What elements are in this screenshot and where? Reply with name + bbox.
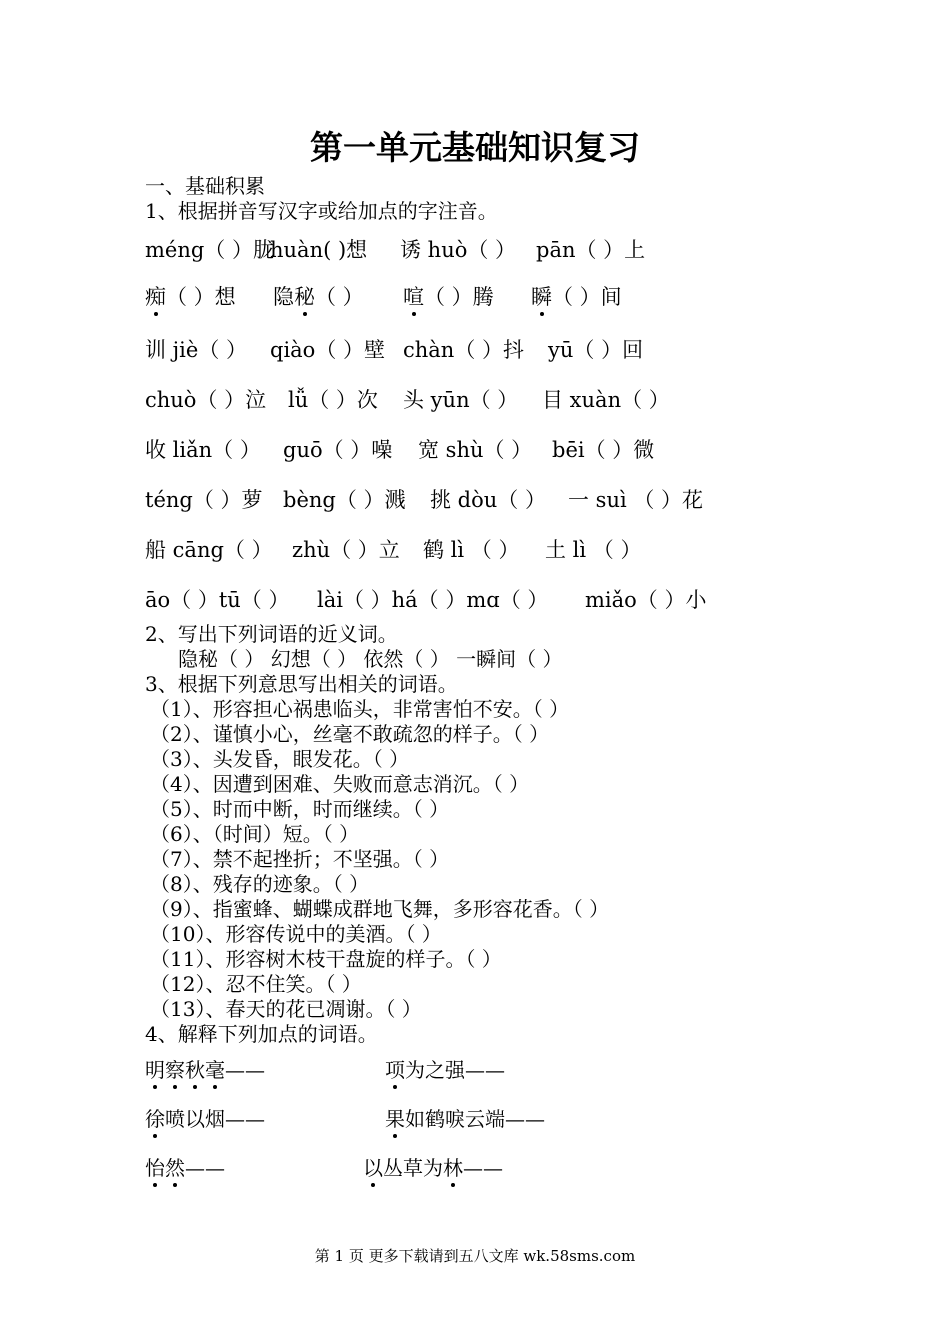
pinyin-row: 痴（ ）想 隐秘（ ） 喧（ ）腾 瞬（ ）间 [145, 285, 622, 309]
definition-item: （1）、形容担心祸患临头，非常害怕不安。（ ） [150, 697, 570, 721]
pinyin-item: méng（ ）胧 [145, 238, 274, 262]
pinyin-item: 收 liǎn（ ） [145, 438, 261, 462]
page-title: 第一单元基础知识复习 [310, 128, 640, 167]
pinyin-row [145, 336, 643, 364]
pinyin-item: guō（ ）噪 [283, 438, 393, 462]
vocab-item: 果如鹤唳云端—— [385, 1107, 545, 1131]
pinyin-row [145, 436, 654, 464]
pinyin-row [145, 486, 703, 514]
vocab-item: 项为之强—— [385, 1058, 505, 1082]
dotted-char: 明 [145, 1058, 165, 1082]
definition-item: （12）、忍不住笑。（ ） [150, 972, 362, 996]
dotted-char: 怡 [145, 1156, 165, 1180]
pinyin-item: zhù（ ）立 [292, 538, 400, 562]
pinyin-item: chàn（ ）抖 [403, 338, 525, 362]
question-4-heading: 4、解释下列加点的词语。 [145, 1022, 378, 1046]
dotted-char: 察 [165, 1058, 185, 1082]
definition-item: （13）、春天的花已凋谢。（ ） [150, 997, 422, 1021]
definition-item: （7）、禁不起挫折；不坚强。（ ） [150, 847, 450, 871]
pinyin-item: téng（ ）萝 [145, 488, 263, 512]
dotted-char: 毫 [205, 1058, 225, 1082]
dotted-char: 徐 [145, 1107, 165, 1131]
page-footer: 第 1 页 更多下载请到五八文库 wk.58sms.com [314, 1247, 636, 1265]
pinyin-item: 头 yūn（ ） [403, 388, 519, 412]
pinyin-item: 挑 dòu（ ） [430, 488, 546, 512]
pinyin-item: 目 xuàn（ ） [542, 388, 670, 412]
pinyin-item: pān（ ）上 [536, 238, 646, 262]
dotted-char: 瞬 [531, 285, 552, 309]
dotted-char: 以 [363, 1156, 383, 1180]
pinyin-item: chuò（ ）泣 [145, 388, 267, 412]
vocab-item: 明察秋毫—— [145, 1058, 265, 1082]
pinyin-row [145, 586, 706, 614]
vocab-item: 徐喷以烟—— [145, 1107, 265, 1131]
definition-item: （11）、形容树木枝干盘旋的样子。（ ） [150, 947, 502, 971]
definition-item: （6）、（时间）短。（ ） [150, 822, 360, 846]
question-3-heading: 3、根据下列意思写出相关的词语。 [145, 672, 458, 696]
pinyin-item: bēi（ ）微 [552, 438, 655, 462]
pinyin-row [145, 386, 670, 414]
pinyin-item: huàn( )想 [270, 238, 368, 262]
pinyin-item: miǎo（ ）小 [585, 588, 707, 612]
pinyin-item: 鹤 lì （ ） [423, 538, 520, 562]
question-2-heading: 2、写出下列词语的近义词。 [145, 622, 398, 646]
definition-item: （8）、残存的迹象。（ ） [150, 872, 370, 896]
dotted-char: 痴 [145, 285, 166, 309]
dotted-char: 林 [443, 1156, 463, 1180]
pinyin-row [145, 536, 641, 564]
pinyin-item: bèng（ ）溅 [283, 488, 406, 512]
definition-item: （3）、头发昏，眼发花。（ ） [150, 747, 410, 771]
pinyin-item: 训 jiè（ ） [145, 338, 248, 362]
question-1-heading: 1、根据拼音写汉字或给加点的字注音。 [145, 199, 498, 223]
dotted-char: 然 [165, 1156, 185, 1180]
pinyin-item: qiào（ ）壁 [270, 338, 385, 362]
definition-item: （5）、时而中断，时而继续。（ ） [150, 797, 450, 821]
pinyin-item: lài（ ）há（ ）mɑ（ ） [317, 588, 549, 612]
dotted-char: 项 [385, 1058, 405, 1082]
pinyin-item: 土 lì （ ） [545, 538, 642, 562]
dotted-char: 秋 [185, 1058, 205, 1082]
pinyin-item: lǚ（ ）次 [288, 388, 378, 412]
definition-item: （2）、谨慎小心，丝毫不敢疏忽的样子。（ ） [150, 722, 550, 746]
pinyin-item: 诱 huò（ ） [400, 238, 517, 262]
vocab-item: 以丛草为林—— [363, 1156, 503, 1180]
pinyin-item: yū（ ）回 [548, 338, 644, 362]
pinyin-row [145, 236, 645, 264]
section-heading: 一、基础积累 [145, 174, 265, 198]
dotted-char: 喧 [403, 285, 424, 309]
dotted-char: 果 [385, 1107, 405, 1131]
definition-item: （10）、形容传说中的美酒。（ ） [150, 922, 442, 946]
pinyin-item: 宽 shù（ ） [418, 438, 533, 462]
definition-item: （9）、指蜜蜂、蝴蝶成群地飞舞，多形容花香。（ ） [150, 897, 610, 921]
pinyin-item: 一 suì （ ）花 [568, 488, 704, 512]
definition-item: （4）、因遭到困难、失败而意志消沉。（ ） [150, 772, 530, 796]
vocab-item: 怡然—— [145, 1156, 225, 1180]
dotted-char: 秘 [294, 285, 315, 309]
pinyin-item: 船 cāng（ ） [145, 538, 273, 562]
pinyin-item: āo（ ）tū（ ） [145, 588, 290, 612]
synonym-line: 隐秘（ ） 幻想（ ） 依然（ ） 一瞬间（ ） [178, 647, 563, 671]
